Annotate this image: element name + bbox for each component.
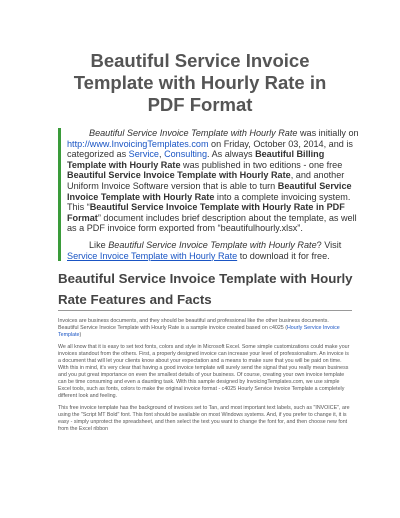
text-run: on Friday, October 03, 2014, and is categorized as [67, 138, 353, 160]
heading-line: Beautiful Service Invoice Template with Hourly [58, 271, 353, 286]
intro-block [58, 128, 359, 261]
bold-run: Beautiful Billing Template with Hourly Rate [67, 149, 325, 170]
heading-line: Rate Features and Facts [58, 292, 212, 307]
template-name-italic: Beautiful Service Invoice Template with Hourly Rate [89, 128, 298, 138]
text-run: Invoices are business documents, and they should be beautiful and professional like the other business documents. Beautiful Service Invoice Template with Hourly Rate is a sample invoice created based on c4025 ( [58, 318, 329, 331]
text-run: into a complete invoicing system. This “ [67, 191, 351, 213]
body-paragraph: We all know that it is easy to set text fonts, colors and style in Microsoft Excel. Some simple customizations could make your invoices standout from the others. First, a properly designed invoice can increase your level of professionalism. An invoice is a document that will let your clients know about your expectation and a means to make sure that you will be paid on time. With this in mind, it's very clear that having a good invoice template will surely send the signal that you really mean business and you put great importance on even the smallest details of your business. Of course, creating your own invoice template can be time consuming and even a daunting task. With this sample designed by InvoicingTemplates.com, we use simple Excel tools, such as fonts, colors to make the original invoice format - c4025 Hourly Service Invoice Template a completely different look and feeling. [58, 344, 350, 399]
hourly-template-link[interactable]: Hourly Service Invoice Template [58, 325, 340, 338]
text-run: to download it for free. [237, 250, 330, 261]
body-text [58, 318, 350, 438]
section-divider [58, 310, 352, 311]
bold-run: Beautiful Service Invoice Template with Hourly Rate in PDF Format [67, 202, 345, 223]
text-run: was published in two editions - one free [180, 159, 343, 170]
text-run: ” document includes brief description about the template, as well as a PDF invoice form exported from “beautifulhourly.xlsx”. [67, 212, 357, 234]
text-run: , and another Uniform Invoice Software version that is able to turn [67, 170, 345, 191]
bold-run: Beautiful Service Invoice Template with Hourly Rate [67, 170, 291, 181]
site-link[interactable]: http://www.InvoicingTemplates.com [67, 138, 209, 149]
page-title [40, 50, 360, 116]
text-run: ) [79, 332, 82, 338]
body-paragraph: This free invoice template has the background of invoices set to Tan, and most important text labels, such as "INVOICE", are using the "Script MT Bold" font. This font should be available on most Windows systems. And, if you prefer to change it, it is easy - simply unprotect the spreadsheet, and then select the text you want to change the font for, and then choose new font from the Excel ribbon [58, 405, 350, 432]
bold-run: Beautiful Service Invoice Template with Hourly Rate [67, 180, 352, 202]
text-run: . As always [207, 149, 256, 160]
text-run: was initially on [297, 128, 359, 138]
intro-paragraph [67, 128, 359, 234]
template-name-italic: Beautiful Service Invoice Template with Hourly Rate [108, 239, 317, 250]
download-link[interactable]: Service Invoice Template with Hourly Rate [67, 250, 238, 261]
text-run: Like [89, 239, 109, 250]
category-link-consulting[interactable]: Consulting [164, 149, 208, 160]
body-paragraph [58, 318, 350, 339]
text-run: ? Visit [316, 239, 342, 250]
text-run: , [159, 149, 165, 160]
category-link-service[interactable]: Service [128, 149, 159, 160]
intro-paragraph [67, 240, 359, 261]
section-heading [58, 268, 358, 310]
title-line: Beautiful Service Invoice [90, 50, 310, 71]
title-line: Template with Hourly Rate in [73, 72, 327, 93]
title-line: PDF Format [147, 94, 253, 115]
